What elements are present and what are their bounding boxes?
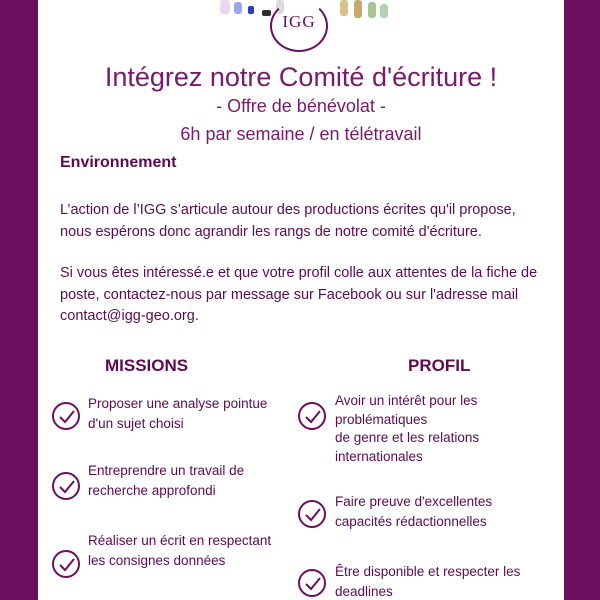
check-circle-icon bbox=[52, 402, 80, 430]
profil-line: problématiques bbox=[335, 411, 428, 427]
mission-line: Proposer une analyse pointue bbox=[88, 396, 268, 411]
check-circle-icon bbox=[52, 550, 80, 578]
mission-line: Entreprendre un travail de bbox=[88, 463, 245, 478]
profil-line: de genre et les relations bbox=[335, 430, 480, 445]
profil-line: capacités rédactionnelles bbox=[335, 513, 487, 529]
environment-heading: Environnement bbox=[60, 154, 177, 171]
hours-info: 6h par semaine / en télétravail bbox=[180, 124, 422, 144]
profil-heading: PROFIL bbox=[408, 356, 471, 375]
mission-line: les consignes données bbox=[88, 552, 226, 568]
check-circle-icon bbox=[52, 472, 80, 500]
flyer-sheet bbox=[38, 0, 564, 600]
environment-paragraph-1: L’action de l’IGG s’articule autour des productions écrites qu'il propose, nous espérons donc agrandir les rangs de notre comité d'écriture. bbox=[60, 202, 516, 240]
mission-line: d'un sujet choisi bbox=[88, 415, 184, 431]
check-circle-icon bbox=[298, 569, 326, 597]
check-circle-icon bbox=[298, 402, 326, 430]
profil-line: Faire preuve d'excellentes bbox=[335, 494, 493, 509]
profil-line: internationales bbox=[335, 448, 423, 464]
check-circle-icon bbox=[298, 500, 326, 528]
profil-line: deadlines bbox=[335, 583, 393, 599]
environment-paragraph-2: Si vous êtes intéressé.e et que votre profil colle aux attentes de la fiche de poste, contactez-nous par message sur Facebook ou sur l'adresse mail contact@igg-geo.org. bbox=[60, 265, 538, 324]
missions-heading: MISSIONS bbox=[105, 356, 189, 375]
page-title: Intégrez notre Comité d'écriture ! bbox=[104, 62, 498, 92]
mission-line: recherche approfondi bbox=[88, 482, 216, 498]
mission-line: Réaliser un écrit en respectant bbox=[88, 533, 272, 548]
offer-subtitle: - Offre de bénévolat - bbox=[216, 96, 386, 116]
profil-line: Être disponible et respecter les bbox=[335, 564, 521, 579]
logo: IGG bbox=[282, 12, 316, 31]
profil-line: Avoir un intérêt pour les bbox=[335, 393, 478, 408]
